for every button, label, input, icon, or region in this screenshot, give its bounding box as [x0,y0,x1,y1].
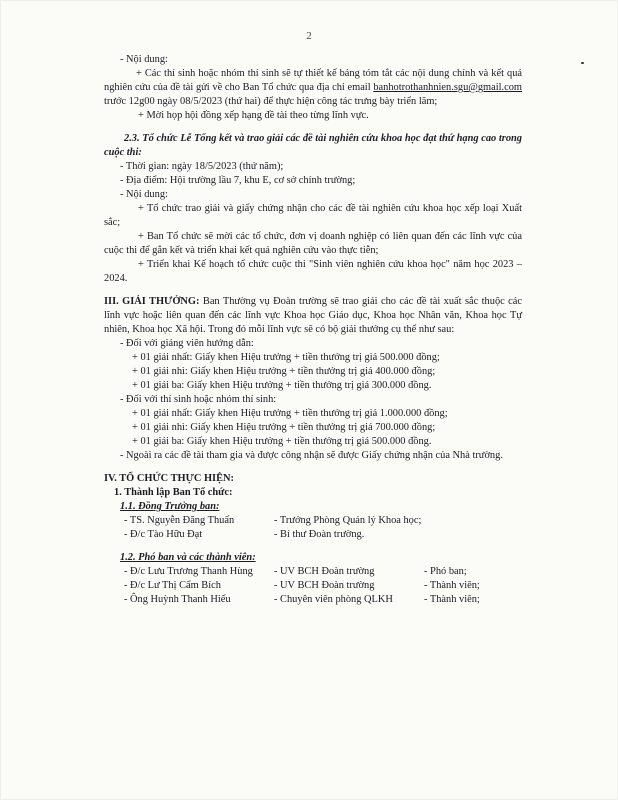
event-place: - Địa điểm: Hội trường lầu 7, khu E, cơ sở chính trường; [120,175,356,186]
advisor-prize: + 01 giải ba: Giấy khen Hiệu trưởng + tiền thưởng trị giá 300.000 đồng. [132,380,432,391]
certificate-note: - Ngoài ra các đề tài tham gia và được công nhận sẽ được Giấy chứng nhận của Nhà trường. [120,450,503,461]
member-role: - Phó ban; [424,566,467,577]
student-prize: + 01 giải nhì: Giấy khen Hiệu trưởng + tiền thưởng trị giá 700.000 đồng; [132,422,436,433]
section-3-paragraph: III. GIẢI THƯỞNG: Ban Thường vụ Đoàn trường sẽ trao giải cho các đề tài xuất sắc thuộc các lĩnh vực hoặc liên quan đến các lĩnh vực Khoa học Giáo dục, Khoa học Nhân văn, Khoa học Tự nhiên, Khoa học Xã hội. Trong đó mỗi lĩnh vực sẽ có bộ giải thưởng cụ thể như sau: [104,296,522,335]
member-role: - Thành viên; [424,594,480,605]
content-label: - Nội dung: [120,54,168,65]
head-name: - TS. Nguyễn Đăng Thuấn [124,515,235,526]
member-name: - Ông Huỳnh Thanh Hiếu [124,594,231,605]
head-role: - Trưởng Phòng Quản lý Khoa học; [274,515,422,526]
member-row [104,565,522,579]
advisor-label: - Đối với giảng viên hướng dẫn: [120,338,254,349]
student-prize: + 01 giải ba: Giấy khen Hiệu trưởng + tiền thưởng trị giá 500.000 đồng. [132,436,432,447]
advisor-prize: + 01 giải nhất: Giấy khen Hiệu trưởng + tiền thưởng trị giá 500.000 đồng; [132,352,440,363]
subsection-1-2-title: 1.2. Phó ban và các thành viên: [120,552,256,563]
event-content-label: - Nội dung: [120,189,168,200]
advisor-prize: + 01 giải nhì: Giấy khen Hiệu trưởng + tiền thưởng trị giá 400.000 đồng; [132,366,436,377]
subsection-1-title: 1. Thành lập Ban Tổ chức: [114,487,233,498]
student-label: - Đối với thí sinh hoặc nhóm thí sinh: [120,394,277,405]
event-content-1: + Tổ chức trao giải và giấy chứng nhận cho các đề tài nghiên cứu khoa học xếp loại Xuất sắc; [104,203,522,228]
document-body [104,53,522,607]
page-number: 2 [306,30,312,42]
event-time: - Thời gian: ngày 18/5/2023 (thứ năm); [120,161,284,172]
member-unit: - Chuyên viên phòng QLKH [274,594,393,605]
section-4-title: IV. TỔ CHỨC THỰC HIỆN: [104,473,234,484]
scan-artifact [581,62,584,64]
head-row [104,528,522,542]
member-name: - Đ/c Lư Thị Cẩm Bích [124,580,221,591]
head-role: - Bí thư Đoàn trường. [274,529,365,540]
member-role: - Thành viên; [424,580,480,591]
member-row [104,593,522,607]
section-3-title: III. GIẢI THƯỞNG: [104,296,200,307]
subsection-1-1-title: 1.1. Đồng Trưởng ban: [120,501,220,512]
event-content-3: + Triển khai Kế hoạch tổ chức cuộc thi "Sinh viên nghiên cứu khoa học" năm học 2023 – 2024. [104,259,522,284]
member-row [104,579,522,593]
head-row [104,514,522,528]
member-unit: - UV BCH Đoàn trường [274,580,375,591]
section-2-3-title: 2.3. Tổ chức Lễ Tổng kết và trao giải các đề tài nghiên cứu khoa học đạt thứ hạng cao trong cuộc thi: [104,133,522,158]
event-content-2: + Ban Tổ chức sẽ mời các tổ chức, đơn vị doanh nghiệp có liên quan đến các lĩnh vực của cuộc thi để gắn kết và triển khai kết quả nghiên cứu vào thực tiễn; [104,231,522,256]
meeting-paragraph: + Mời họp hội đồng xếp hạng đề tài theo từng lĩnh vực. [138,110,369,121]
member-name: - Đ/c Lưu Trương Thanh Hùng [124,566,253,577]
student-prize: + 01 giải nhất: Giấy khen Hiệu trưởng + tiền thưởng trị giá 1.000.000 đồng; [132,408,448,419]
head-name: - Đ/c Tào Hữu Đạt [124,529,203,540]
email-link[interactable]: banhotrothanhnien.sgu@gmail.com [373,82,522,93]
submission-paragraph: + Các thí sinh hoặc nhóm thí sinh sẽ tự thiết kế bảng tóm tắt các nội dung chính và kết quả nghiên cứu của đề tài gửi về cho Ban Tổ chức qua địa chỉ email banhotrothanhnien.sgu@gmail.com trước 12g00 ngày 08/5/2023 (thứ hai) để thực hiện công tác trưng bày triển lãm; [104,68,522,107]
member-unit: - UV BCH Đoàn trường [274,566,375,577]
